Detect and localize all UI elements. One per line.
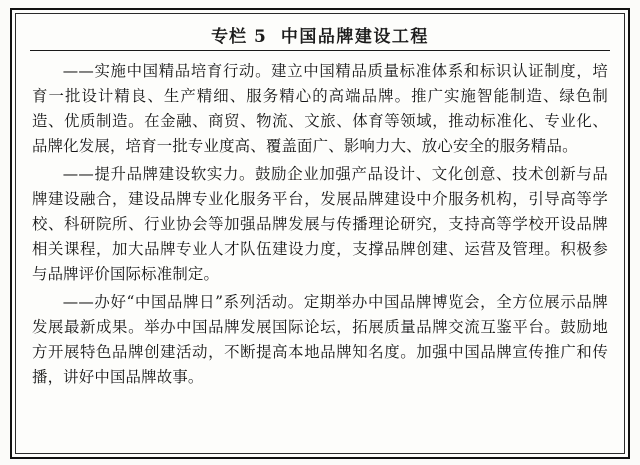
feature-box-inner [15, 13, 625, 454]
paragraph: ——提升品牌建设软实力。鼓励企业加强产品设计、文化创意、技术创新与品牌建设融合，建设品牌专业化服务平台，发展品牌建设中介服务机构，引导高等学校、科研院所、行业协会等加强品牌发展与传播理论研究，支持高等学校开设品牌相关课程，加大品牌专业人才队伍建设力度，支撑品牌创建、运营及管理。积极参与品牌评价国际标准制定。 [32, 165, 608, 283]
paragraph: ——办好“中国品牌日”系列活动。定期举办中国品牌博览会，全方位展示品牌发展最新成果。举办中国品牌发展国际论坛，拓展质量品牌交流互鉴平台。鼓励地方开展特色品牌创建活动，不断提高本地品牌知名度。加强中国品牌宣传推广和传播，讲好中国品牌故事。 [32, 293, 608, 386]
box-header [30, 20, 610, 51]
paragraph: ——实施中国精品培育行动。建立中国精品质量标准体系和标识认证制度，培育一批设计精良、生产精细、服务精心的高端品牌。推广实施智能制造、绿色制造、优质制造。在金融、商贸、物流、文旅、体育等领域，推动标准化、专业化、品牌化发展，培育一批专业度高、覆盖面广、影响力大、放心安全的服务精品。 [32, 62, 608, 155]
feature-box [10, 8, 630, 459]
box-title: 中国品牌建设工程 [280, 27, 429, 47]
box-label: 专栏 5 [211, 27, 267, 47]
box-body [30, 57, 610, 390]
